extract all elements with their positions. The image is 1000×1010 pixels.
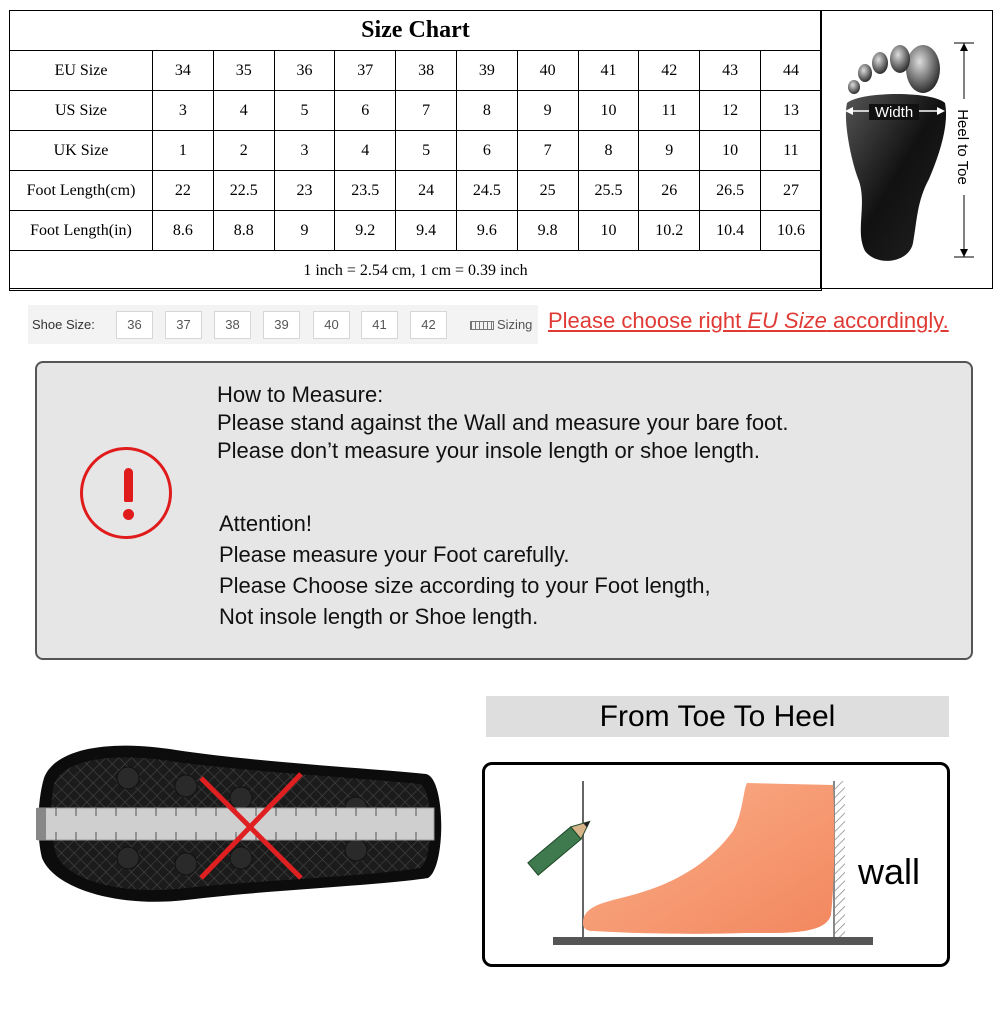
size-cell: 6 [456,131,517,171]
width-label: Width [874,104,914,121]
size-cell: 1 [153,131,214,171]
size-cell: 22.5 [213,171,274,211]
size-cell: 13 [760,91,821,131]
row-label: US Size [10,91,153,131]
size-cell: 10.4 [700,211,761,251]
size-cell: 9.2 [335,211,396,251]
size-cell: 7 [396,91,457,131]
size-cell: 36 [274,51,335,91]
size-cell: 38 [396,51,457,91]
insole-measure-wrong-image [36,738,446,908]
size-chart [9,10,821,289]
foot-measurement-diagram [821,10,993,289]
size-cell: 8 [456,91,517,131]
how-to-measure-heading: How to Measure: [217,382,384,407]
size-cell: 4 [213,91,274,131]
notice-suffix: accordingly. [826,308,949,333]
size-option-button[interactable]: 39 [263,311,300,339]
size-cell: 43 [700,51,761,91]
size-cell: 6 [335,91,396,131]
toe-to-heel-title: From Toe To Heel [486,696,949,737]
size-option-button[interactable]: 42 [410,311,447,339]
size-cell: 10 [700,131,761,171]
size-cell: 11 [639,91,700,131]
size-cell: 8.8 [213,211,274,251]
size-cell: 22 [153,171,214,211]
shoe-size-label: Shoe Size: [32,317,95,332]
size-cell: 10.6 [760,211,821,251]
sizing-label: Sizing [497,317,533,332]
size-chart-row [10,171,822,211]
size-cell: 25.5 [578,171,639,211]
size-option-button[interactable]: 36 [116,311,153,339]
attention-text [219,508,711,632]
size-cell: 26 [639,171,700,211]
sizing-link[interactable] [470,317,532,332]
row-label: Foot Length(cm) [10,171,153,211]
size-cell: 44 [760,51,821,91]
row-label: Foot Length(in) [10,211,153,251]
eu-size-notice [548,308,949,334]
size-cell: 8 [578,131,639,171]
size-option-button[interactable]: 40 [313,311,350,339]
size-cell: 9.4 [396,211,457,251]
size-chart-row [10,131,822,171]
size-cell: 35 [213,51,274,91]
exclamation-warning-icon [80,447,172,539]
size-cell: 25 [517,171,578,211]
size-cell: 23 [274,171,335,211]
row-label: EU Size [10,51,153,91]
size-option-button[interactable]: 38 [214,311,251,339]
size-chart-row [10,211,822,251]
measure-line-1: Please stand against the Wall and measure your bare foot. [217,410,789,435]
measure-instructions-panel [35,361,973,660]
size-cell: 10 [578,211,639,251]
size-cell: 9.8 [517,211,578,251]
shoe-size-selector [28,305,538,344]
size-cell: 41 [578,51,639,91]
ruler-icon [470,321,494,330]
size-option-button[interactable]: 37 [165,311,202,339]
size-cell: 9 [639,131,700,171]
size-cell: 5 [274,91,335,131]
attention-heading: Attention! [219,511,312,536]
size-option-button[interactable]: 41 [361,311,398,339]
size-cell: 8.6 [153,211,214,251]
size-chart-row [10,51,822,91]
size-cell: 24.5 [456,171,517,211]
heel-to-toe-label: Heel to Toe [954,109,971,185]
size-cell: 42 [639,51,700,91]
size-cell: 12 [700,91,761,131]
size-cell: 40 [517,51,578,91]
foot-sole-icon [821,11,993,290]
size-cell: 23.5 [335,171,396,211]
size-cell: 27 [760,171,821,211]
row-label: UK Size [10,131,153,171]
size-cell: 10 [578,91,639,131]
size-cell: 5 [396,131,457,171]
size-cell: 9 [517,91,578,131]
size-cell: 9 [274,211,335,251]
size-chart-row [10,91,822,131]
size-cell: 26.5 [700,171,761,211]
notice-emphasis: EU Size [747,308,827,333]
size-cell: 3 [153,91,214,131]
size-cell: 10.2 [639,211,700,251]
wall-label: wall [858,851,921,892]
size-cell: 2 [213,131,274,171]
size-cell: 39 [456,51,517,91]
attention-line-3: Not insole length or Shoe length. [219,604,539,629]
size-cell: 4 [335,131,396,171]
size-cell: 34 [153,51,214,91]
notice-prefix: Please choose right [548,308,748,333]
wall-measure-diagram [482,762,950,967]
how-to-measure-text [217,381,789,465]
size-chart-title: Size Chart [10,11,822,51]
size-cell: 3 [274,131,335,171]
size-cell: 37 [335,51,396,91]
measure-line-2: Please don’t measure your insole length or shoe length. [217,438,761,463]
size-chart-table [9,10,822,291]
size-cell: 7 [517,131,578,171]
conversion-note: 1 inch = 2.54 cm, 1 cm = 0.39 inch [10,251,822,291]
attention-line-1: Please measure your Foot carefully. [219,542,570,567]
size-cell: 11 [760,131,821,171]
size-cell: 24 [396,171,457,211]
size-cell: 9.6 [456,211,517,251]
attention-line-2: Please Choose size according to your Foot length, [219,573,711,598]
